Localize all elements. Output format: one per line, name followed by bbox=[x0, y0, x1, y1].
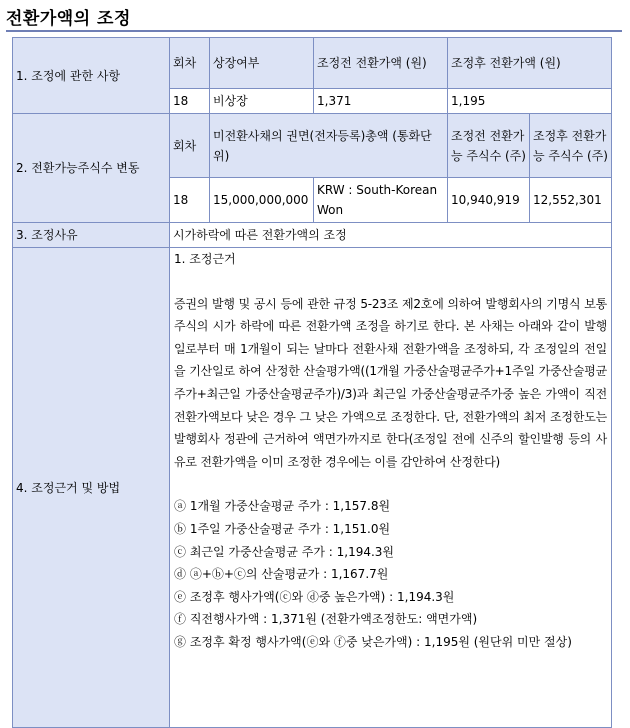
title-divider bbox=[6, 30, 622, 32]
method-item: ⓐ 1개월 가중산술평균 주가 : 1,157.8원 bbox=[174, 499, 391, 514]
header-listed: 상장여부 bbox=[210, 38, 314, 89]
method-item: ⓕ 직전행사가액 : 1,371원 (전환가액조정한도: 액면가액) bbox=[174, 612, 478, 627]
header2-round: 회차 bbox=[170, 114, 210, 178]
value2-shares-after: 12,552,301 bbox=[530, 178, 612, 223]
value-price-before: 1,371 bbox=[314, 89, 448, 114]
method-item: ⓔ 조정후 행사가액(ⓒ와 ⓓ중 높은가액) : 1,194.3원 bbox=[174, 589, 455, 604]
value2-shares-before: 10,940,919 bbox=[448, 178, 530, 223]
header2-amount: 미전환사채의 권면(전자등록)총액 (통화단위) bbox=[210, 114, 448, 178]
reason-label: 3. 조정사유 bbox=[13, 223, 170, 248]
page-title: 전환가액의 조정 bbox=[6, 9, 131, 29]
method-content bbox=[170, 248, 612, 728]
value2-currency: KRW : South-Korean Won bbox=[314, 178, 448, 223]
adjust-label: 1. 조정에 관한 사항 bbox=[13, 38, 170, 114]
header2-shares-after: 조정후 전환가능 주식수 (주) bbox=[530, 114, 612, 178]
value-round: 18 bbox=[170, 89, 210, 114]
header-round: 회차 bbox=[170, 38, 210, 89]
method-item: ⓒ 최근일 가중산술평균 주가 : 1,194.3원 bbox=[174, 544, 395, 559]
value-listed: 비상장 bbox=[210, 89, 314, 114]
method-label: 4. 조정근거 및 방법 bbox=[13, 248, 170, 728]
header-price-after: 조정후 전환가액 (원) bbox=[448, 38, 612, 89]
value2-round: 18 bbox=[170, 178, 210, 223]
adjustment-table bbox=[12, 37, 612, 728]
method-item: ⓖ 조정후 확정 행사가액(ⓔ와 ⓕ중 낮은가액) : 1,195원 (원단위 미만 절상) bbox=[174, 634, 572, 649]
value-price-after: 1,195 bbox=[448, 89, 612, 114]
method-item: ⓓ ⓐ+ⓑ+ⓒ의 산술평균가 : 1,167.7원 bbox=[174, 567, 389, 582]
method-paragraph: 증권의 발행 및 공시 등에 관한 규정 5-23조 제2호에 의하여 발행회사의 기명식 보통주식의 시가 하락에 따른 전환가액 조정을 하기로 한다. 본 사채는 아래와 같이 발행일로부터 매 1개월이 되는 날마다 전환사채 전환가액을 조정하되, 각 조정일의 전일을 기산일로 하여 산정한 산술평가액((1개월 가중산술평균주가+1주일 가중산술평균주가+최근일 가중산술평균주가)/3)과 최근일 가중산술평균주가중 높은 가액이 직전 전환가액보다 낮은 경우 그 낮은 가액으로 조정한다. 단, 전환가액의 최저 조정한도는 발행회사 정관에 근거하여 액면가까지로 한다(조정일 전에 신주의 할인발행 등의 사유로 전환가액을 이미 조정한 경우에는 이를 감안하여 산정한다) bbox=[174, 296, 608, 469]
shares-label: 2. 전환가능주식수 변동 bbox=[13, 114, 170, 223]
header-price-before: 조정전 전환가액 (원) bbox=[314, 38, 448, 89]
header2-shares-before: 조정전 전환가능 주식수 (주) bbox=[448, 114, 530, 178]
method-heading: 1. 조정근거 bbox=[174, 252, 236, 266]
method-item: ⓑ 1주일 가중산술평균 주가 : 1,151.0원 bbox=[174, 521, 391, 536]
reason-value: 시가하락에 따른 전환가액의 조정 bbox=[170, 223, 612, 248]
value2-amount: 15,000,000,000 bbox=[210, 178, 314, 223]
